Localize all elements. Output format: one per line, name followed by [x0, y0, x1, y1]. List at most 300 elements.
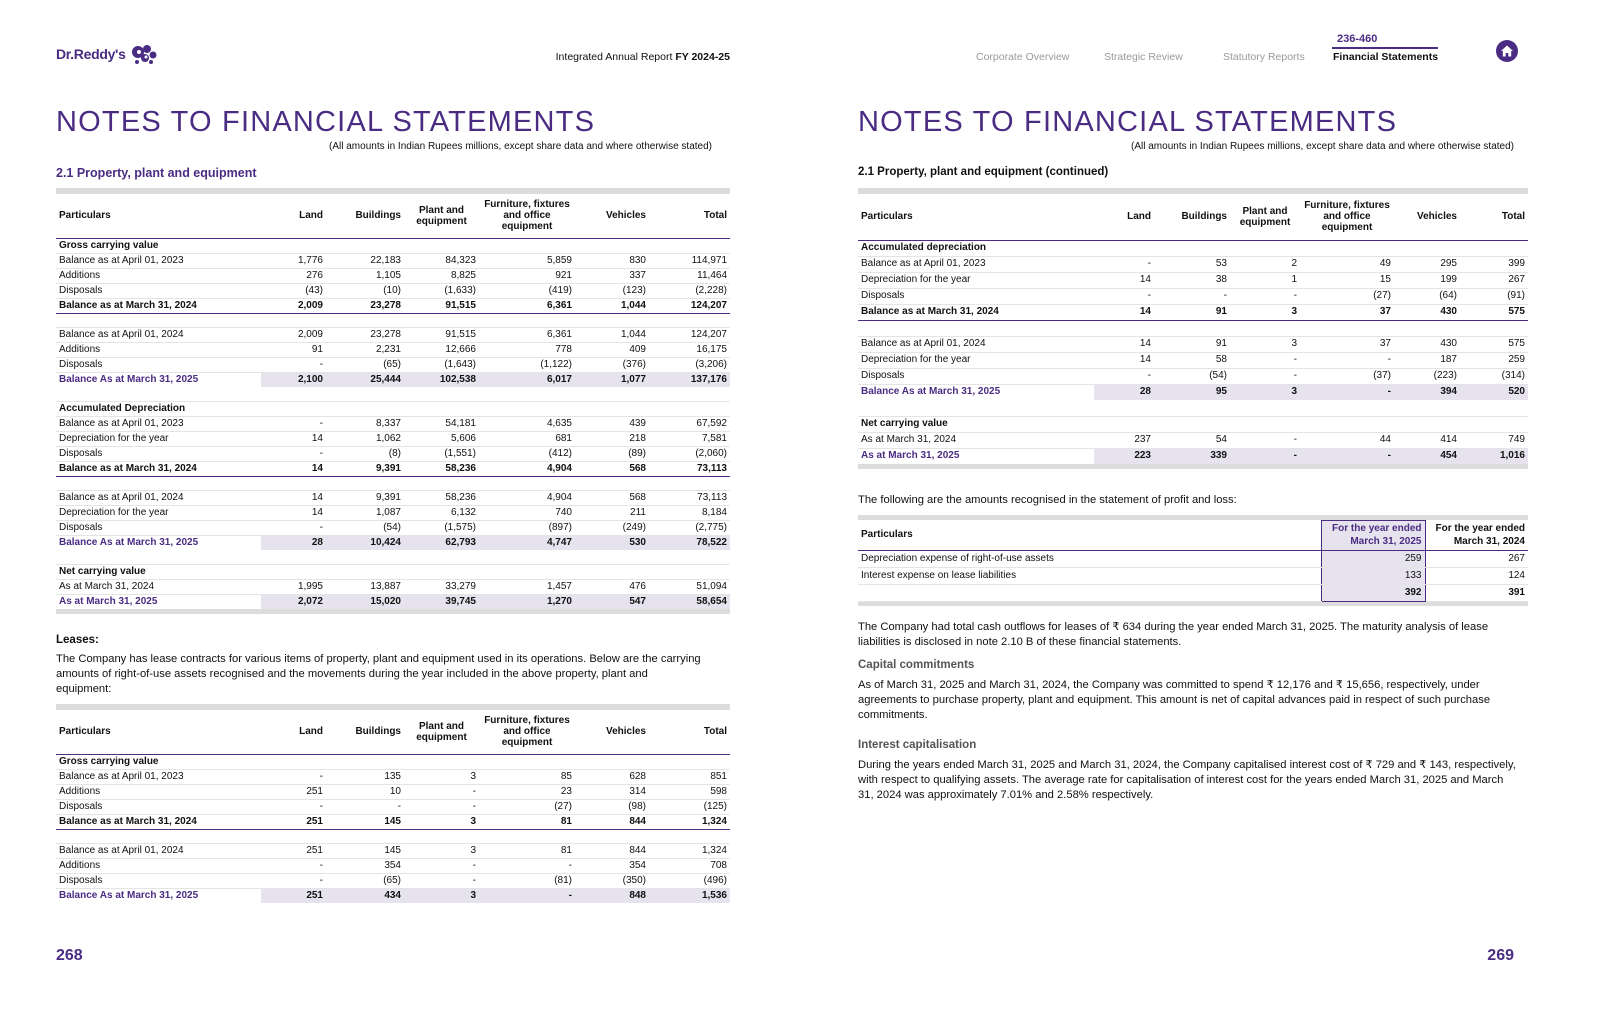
- cell-value: (496): [649, 873, 730, 888]
- cell-value: [1300, 416, 1394, 432]
- col-total: Total: [1460, 194, 1528, 240]
- table-row: [56, 814, 730, 829]
- cell-value: 2,072: [261, 594, 326, 609]
- cell-value: 13,887: [326, 579, 404, 594]
- section-heading: 2.1 Property, plant and equipment: [56, 166, 257, 180]
- row-label: Accumulated depreciation: [858, 240, 1094, 256]
- cell-value: 6,361: [479, 327, 575, 342]
- row-label: Disposals: [56, 283, 261, 298]
- cell-value: 58: [1154, 352, 1230, 368]
- cell-value: 575: [1460, 336, 1528, 352]
- cell-value: [1094, 416, 1154, 432]
- cell-value: [404, 829, 479, 843]
- pl-col-2024: For the year ended March 31, 2024: [1425, 520, 1528, 550]
- row-label: Balance As at March 31, 2025: [59, 373, 199, 385]
- cell-value: [261, 387, 326, 401]
- cell-value: 1,044: [575, 298, 649, 313]
- cell-value: (8): [326, 446, 404, 461]
- row-label: Disposals: [56, 873, 261, 888]
- row-label: Accumulated Depreciation: [56, 401, 261, 416]
- rou-depreciation-table: [858, 188, 1528, 469]
- cell-value: 394: [1394, 384, 1460, 400]
- row-label: [56, 313, 261, 327]
- cell-value: 23,278: [326, 327, 404, 342]
- cell-value: (1,575): [404, 520, 479, 535]
- cell-value: -: [1230, 352, 1300, 368]
- col-particulars: Particulars: [56, 194, 261, 238]
- row-label: Additions: [56, 784, 261, 799]
- row-label: Balance as at April 01, 2023: [56, 769, 261, 784]
- table-row: [858, 272, 1528, 288]
- cell-value: 37: [1300, 336, 1394, 352]
- cell-value: 85: [479, 769, 575, 784]
- cell-value: 95: [1154, 384, 1230, 400]
- nav-corporate-overview[interactable]: Corporate Overview: [976, 51, 1070, 63]
- table-row: [56, 283, 730, 298]
- row-label: [56, 829, 261, 843]
- cell-value: 187: [1394, 352, 1460, 368]
- cell-value: -: [1094, 256, 1154, 272]
- cell-value: [575, 313, 649, 327]
- col-particulars: Particulars: [858, 194, 1094, 240]
- cell-value: [649, 754, 730, 769]
- cell-value: 73,113: [649, 461, 730, 476]
- cell-value: [326, 238, 404, 253]
- table-row: [56, 461, 730, 476]
- cell-value: [404, 401, 479, 416]
- row-label: As at March 31, 2024: [858, 432, 1094, 448]
- cell-value: [326, 387, 404, 401]
- pl-col-particulars: Particulars: [858, 520, 1321, 550]
- cell-value: [575, 476, 649, 490]
- row-label: [56, 550, 261, 564]
- cell-value: [649, 401, 730, 416]
- cell-value: 81: [479, 843, 575, 858]
- cell-value: 434: [326, 888, 404, 903]
- cell-value: [326, 550, 404, 564]
- cell-value: [1300, 240, 1394, 256]
- cell-value: 2,009: [261, 327, 326, 342]
- cell-value: 3: [404, 888, 479, 903]
- table-row: [56, 490, 730, 505]
- cell-value: [261, 238, 326, 253]
- cell-value: 267: [1460, 272, 1528, 288]
- cell-value: 3: [404, 769, 479, 784]
- cell-value: 84,323: [404, 253, 479, 268]
- cell-value: 91,515: [404, 298, 479, 313]
- row-label: Balance as at April 01, 2024: [56, 843, 261, 858]
- cell-value: 251: [261, 888, 326, 903]
- cell-value: 10: [326, 784, 404, 799]
- cell-value: [1230, 400, 1300, 416]
- cell-value: -: [1094, 368, 1154, 384]
- report-title-prefix: Integrated Annual Report: [555, 51, 676, 63]
- table-group-header: [56, 238, 730, 253]
- cell-value: 1,087: [326, 505, 404, 520]
- cell-value: 4,747: [479, 535, 575, 550]
- pl-total-2025: 392: [1321, 584, 1425, 601]
- cell-value: 844: [575, 843, 649, 858]
- cell-value: [1394, 400, 1460, 416]
- cell-value: (91): [1460, 288, 1528, 304]
- table-spacer: [56, 313, 730, 327]
- table-row: [56, 327, 730, 342]
- cell-value: -: [261, 858, 326, 873]
- col-plant: Plant and equipment: [1230, 194, 1300, 240]
- cell-value: 1,270: [479, 594, 575, 609]
- table-row: [858, 288, 1528, 304]
- cell-value: 11,464: [649, 268, 730, 283]
- row-label: Disposals: [56, 799, 261, 814]
- table-row: [56, 535, 730, 550]
- cell-value: [1460, 416, 1528, 432]
- cell-value: 4,635: [479, 416, 575, 431]
- table-group-header: [858, 240, 1528, 256]
- cell-value: 14: [1094, 272, 1154, 288]
- cell-value: 23: [479, 784, 575, 799]
- cell-value: -: [261, 446, 326, 461]
- row-label: Balance as at April 01, 2024: [56, 327, 261, 342]
- cell-value: (10): [326, 283, 404, 298]
- col-land: Land: [261, 194, 326, 238]
- cell-value: 81: [479, 814, 575, 829]
- cell-value: 830: [575, 253, 649, 268]
- cell-value: -: [1230, 368, 1300, 384]
- row-label: [858, 320, 1094, 336]
- col-furniture: Furniture, fixtures and office equipment: [1300, 194, 1394, 240]
- cell-value: 58,654: [649, 594, 730, 609]
- cell-value: 37: [1300, 304, 1394, 320]
- cell-value: [1460, 240, 1528, 256]
- cell-value: [1154, 240, 1230, 256]
- cell-value: [326, 476, 404, 490]
- cell-value: [1154, 400, 1230, 416]
- pl-value-2024: 124: [1425, 567, 1528, 584]
- cell-value: 598: [649, 784, 730, 799]
- right-page: [800, 0, 1600, 1012]
- cell-value: (1,551): [404, 446, 479, 461]
- leases-text: The Company has lease contracts for various items of property, plant and equipment used in its operations. Below are the carrying amounts of right-of-use assets recognised and the movements during the year included in the above property, plant and equipment:: [56, 653, 701, 695]
- col-land: Land: [261, 710, 326, 754]
- col-buildings: Buildings: [1154, 194, 1230, 240]
- cell-value: (350): [575, 873, 649, 888]
- cell-value: (376): [575, 357, 649, 372]
- col-buildings: Buildings: [326, 710, 404, 754]
- table-row: [56, 873, 730, 888]
- row-label: Balance as at April 01, 2024: [858, 336, 1094, 352]
- capital-commitments-heading: Capital commitments: [858, 659, 975, 671]
- row-label: Balance as at March 31, 2024: [56, 298, 261, 313]
- ppe-table: [56, 188, 730, 614]
- cell-value: 7,581: [649, 431, 730, 446]
- cell-value: [404, 313, 479, 327]
- cell-value: 749: [1460, 432, 1528, 448]
- cell-value: 1,062: [326, 431, 404, 446]
- cell-value: [575, 238, 649, 253]
- cell-value: 314: [575, 784, 649, 799]
- cash-outflow-text: The Company had total cash outflows for leases of ₹ 634 during the year ended March 31, 2025. The maturity analysis of lease liabilities is disclosed in note 2.10 B of these financial statements.: [858, 621, 1489, 648]
- row-label: Disposals: [56, 520, 261, 535]
- nav-financial-statements[interactable]: Financial Statements: [1333, 51, 1439, 63]
- table-row: [858, 550, 1528, 567]
- cell-value: [1300, 320, 1394, 336]
- row-label: [858, 400, 1094, 416]
- table-row: [858, 384, 1528, 400]
- table-row: [56, 372, 730, 387]
- report-title-fy: FY 2024-25: [675, 51, 730, 63]
- cell-value: (54): [1154, 368, 1230, 384]
- row-label: Balance as at April 01, 2023: [858, 256, 1094, 272]
- cell-value: [404, 754, 479, 769]
- table-group-header: [56, 401, 730, 416]
- cell-value: 14: [261, 505, 326, 520]
- row-label: Gross carrying value: [56, 238, 261, 253]
- cell-value: 51,094: [649, 579, 730, 594]
- cell-value: 1,776: [261, 253, 326, 268]
- cell-value: 2,231: [326, 342, 404, 357]
- nav-strategic-review[interactable]: Strategic Review: [1104, 51, 1183, 63]
- home-button[interactable]: [1496, 40, 1518, 62]
- cell-value: 844: [575, 814, 649, 829]
- table-row: [56, 520, 730, 535]
- table-row: [858, 368, 1528, 384]
- row-label: Disposals: [858, 368, 1094, 384]
- cell-value: [404, 387, 479, 401]
- cell-value: [575, 564, 649, 579]
- cell-value: -: [404, 873, 479, 888]
- cell-value: (2,228): [649, 283, 730, 298]
- cell-value: 339: [1154, 448, 1230, 464]
- col-particulars: Particulars: [56, 710, 261, 754]
- cell-value: 3: [1230, 304, 1300, 320]
- row-label: Additions: [56, 268, 261, 283]
- cell-value: 3: [1230, 336, 1300, 352]
- cell-value: [575, 401, 649, 416]
- cell-value: 848: [575, 888, 649, 903]
- cell-value: -: [1230, 448, 1300, 464]
- cell-value: (27): [1300, 288, 1394, 304]
- cell-value: 3: [404, 814, 479, 829]
- cell-value: (123): [575, 283, 649, 298]
- cell-value: [1394, 240, 1460, 256]
- cell-value: [1394, 416, 1460, 432]
- cell-value: 1,077: [575, 372, 649, 387]
- cell-value: 454: [1394, 448, 1460, 464]
- pl-table: [858, 515, 1528, 606]
- cell-value: 520: [1460, 384, 1528, 400]
- cell-value: 8,337: [326, 416, 404, 431]
- cell-value: 439: [575, 416, 649, 431]
- cell-value: 22,183: [326, 253, 404, 268]
- table-spacer: [56, 476, 730, 490]
- cell-value: [326, 313, 404, 327]
- cell-value: 23,278: [326, 298, 404, 313]
- row-label: Depreciation for the year: [858, 352, 1094, 368]
- col-buildings: Buildings: [326, 194, 404, 238]
- cell-value: 67,592: [649, 416, 730, 431]
- cell-value: 218: [575, 431, 649, 446]
- cell-value: 137,176: [649, 372, 730, 387]
- table-row: [56, 268, 730, 283]
- cell-value: 145: [326, 814, 404, 829]
- cell-value: [261, 550, 326, 564]
- table-row: [56, 858, 730, 873]
- cell-value: (54): [326, 520, 404, 535]
- cell-value: (249): [575, 520, 649, 535]
- cell-value: 1,105: [326, 268, 404, 283]
- cell-value: 33,279: [404, 579, 479, 594]
- cell-value: -: [404, 799, 479, 814]
- cell-value: [1154, 416, 1230, 432]
- cell-value: [404, 550, 479, 564]
- cell-value: (81): [479, 873, 575, 888]
- cell-value: 49: [1300, 256, 1394, 272]
- nav-statutory-reports[interactable]: Statutory Reports: [1223, 51, 1305, 63]
- cell-value: 1,536: [649, 888, 730, 903]
- cell-value: [261, 829, 326, 843]
- table-row: [56, 769, 730, 784]
- pl-total-2024: 391: [1425, 584, 1528, 601]
- cell-value: 708: [649, 858, 730, 873]
- cell-value: 25,444: [326, 372, 404, 387]
- table-group-header: [56, 564, 730, 579]
- cell-value: (65): [326, 357, 404, 372]
- row-label: As at March 31, 2025: [59, 595, 158, 607]
- table-row: [56, 594, 730, 609]
- cell-value: [261, 313, 326, 327]
- cell-value: 778: [479, 342, 575, 357]
- nav-active-indicator: [1332, 47, 1438, 49]
- cell-value: -: [1300, 384, 1394, 400]
- table-row: [858, 336, 1528, 352]
- cell-value: [575, 387, 649, 401]
- cell-value: 78,522: [649, 535, 730, 550]
- cell-value: 1,324: [649, 843, 730, 858]
- cell-value: [1094, 400, 1154, 416]
- cell-value: 58,236: [404, 490, 479, 505]
- table-end-bar: [858, 464, 1528, 469]
- cell-value: 851: [649, 769, 730, 784]
- cell-value: 575: [1460, 304, 1528, 320]
- cell-value: 53: [1154, 256, 1230, 272]
- cell-value: 44: [1300, 432, 1394, 448]
- table-row: [858, 432, 1528, 448]
- cell-value: -: [261, 799, 326, 814]
- cell-value: 8,184: [649, 505, 730, 520]
- cell-value: 91: [261, 342, 326, 357]
- cell-value: 135: [326, 769, 404, 784]
- cell-value: [479, 476, 575, 490]
- cell-value: [1094, 240, 1154, 256]
- row-label: Balance As at March 31, 2025: [59, 536, 199, 548]
- cell-value: (419): [479, 283, 575, 298]
- cell-value: [575, 829, 649, 843]
- cell-value: 476: [575, 579, 649, 594]
- capital-commitments-text: As of March 31, 2025 and March 31, 2024, the Company was committed to spend ₹ 12,176 and ₹ 15,656, respectively, under agreements to purchase property, plant and equipment. This amount is net of capital advances paid in respect of such purchase commitments.: [858, 679, 1491, 721]
- cell-value: 16,175: [649, 342, 730, 357]
- cell-value: (65): [326, 873, 404, 888]
- cell-value: 73,113: [649, 490, 730, 505]
- table-spacer: [858, 320, 1528, 336]
- cell-value: 681: [479, 431, 575, 446]
- cell-value: [1300, 400, 1394, 416]
- cell-value: 62,793: [404, 535, 479, 550]
- cell-value: (314): [1460, 368, 1528, 384]
- cell-value: 58,236: [404, 461, 479, 476]
- cell-value: 54: [1154, 432, 1230, 448]
- rou-table: [56, 704, 730, 903]
- cell-value: 1,995: [261, 579, 326, 594]
- cell-value: 124,207: [649, 298, 730, 313]
- brand-logo[interactable]: [56, 43, 159, 65]
- page-number: 269: [1487, 947, 1514, 964]
- cell-value: [261, 754, 326, 769]
- cell-value: (1,122): [479, 357, 575, 372]
- cell-value: 114,971: [649, 253, 730, 268]
- cell-value: [479, 754, 575, 769]
- cell-value: 4,904: [479, 461, 575, 476]
- cell-value: 430: [1394, 304, 1460, 320]
- table-group-header: [858, 416, 1528, 432]
- pl-value-2025: 259: [1321, 550, 1425, 567]
- table-row: [858, 304, 1528, 320]
- logo-mark-icon: [129, 43, 159, 65]
- cell-value: -: [1230, 432, 1300, 448]
- pl-intro: The following are the amounts recognised in the statement of profit and loss:: [858, 494, 1237, 506]
- col-total: Total: [649, 710, 730, 754]
- page-title: NOTES TO FINANCIAL STATEMENTS: [858, 106, 1398, 138]
- cell-value: 145: [326, 843, 404, 858]
- cell-value: (37): [1300, 368, 1394, 384]
- cell-value: 14: [1094, 304, 1154, 320]
- cell-value: 124,207: [649, 327, 730, 342]
- cell-value: [479, 550, 575, 564]
- table-row: [56, 888, 730, 903]
- cell-value: 15,020: [326, 594, 404, 609]
- cell-value: 5,606: [404, 431, 479, 446]
- cell-value: -: [261, 520, 326, 535]
- row-label: As at March 31, 2024: [56, 579, 261, 594]
- row-label: Disposals: [56, 357, 261, 372]
- cell-value: 568: [575, 461, 649, 476]
- cell-value: [326, 401, 404, 416]
- row-label: [56, 387, 261, 401]
- cell-value: -: [1300, 352, 1394, 368]
- cell-value: 6,132: [404, 505, 479, 520]
- table-row: [858, 352, 1528, 368]
- cell-value: [404, 476, 479, 490]
- cell-value: [261, 476, 326, 490]
- cell-value: [326, 754, 404, 769]
- cell-value: 251: [261, 784, 326, 799]
- table-row: [858, 567, 1528, 584]
- pl-total-row: [858, 584, 1528, 601]
- cell-value: (43): [261, 283, 326, 298]
- cell-value: [326, 829, 404, 843]
- interest-capitalisation-text: During the years ended March 31, 2025 and March 31, 2024, the Company capitalised interest cost of ₹ 729 and ₹ 143, respectively, with respect to qualifying assets. The average rate for capitalisation of interest cost for the years ended March 31, 2025 and March 31, 2024 was approximately 7.01% and 2.58% respectively.: [858, 759, 1516, 801]
- cell-value: [479, 564, 575, 579]
- home-icon: [1500, 44, 1514, 58]
- row-label: Net carrying value: [56, 564, 261, 579]
- cell-value: 568: [575, 490, 649, 505]
- cell-value: (223): [1394, 368, 1460, 384]
- col-vehicles: Vehicles: [1394, 194, 1460, 240]
- col-furniture: Furniture, fixtures and office equipment: [479, 710, 575, 754]
- table-row: [56, 253, 730, 268]
- table-row: [56, 342, 730, 357]
- cell-value: 259: [1460, 352, 1528, 368]
- cell-value: 14: [1094, 336, 1154, 352]
